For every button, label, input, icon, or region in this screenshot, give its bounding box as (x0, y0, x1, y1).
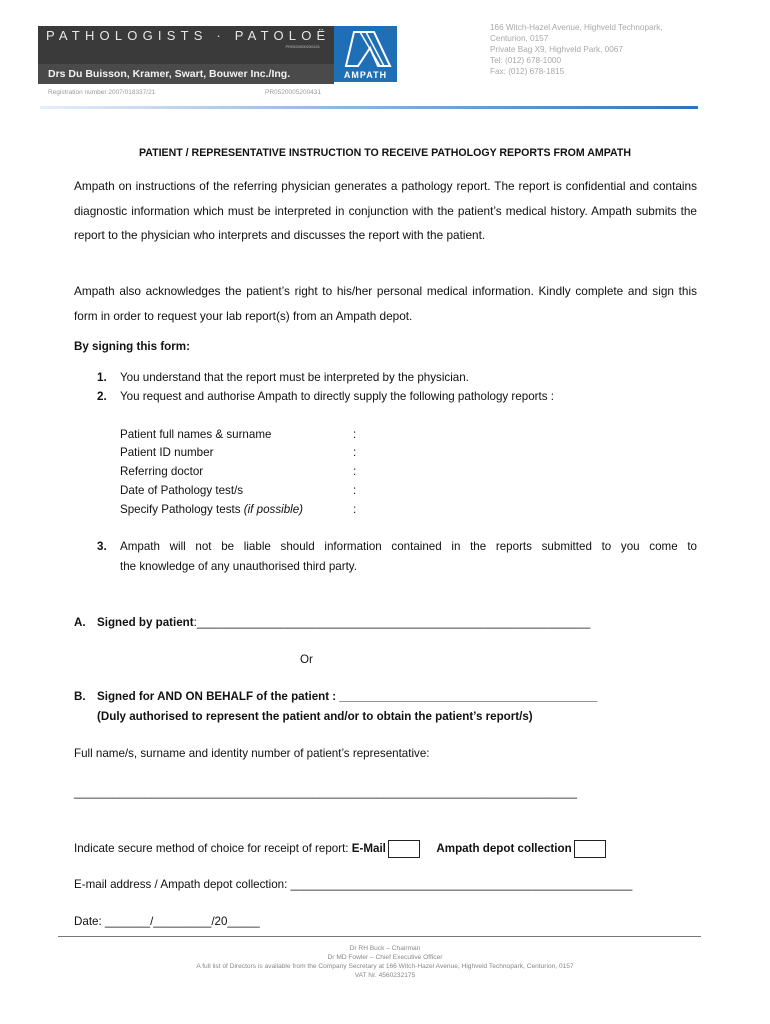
company-address: 166 Witch-Hazel Avenue, Highveld Technopark, Centurion, 0157 Private Bag X9, Highveld Park, 0067 Tel: (012) 678-1000 Fax: (012) 678-1815 (490, 23, 663, 76)
ampath-logo (334, 26, 397, 82)
footer-divider (58, 936, 701, 937)
item-text: You request and authorise Ampath to directly supply the following pathology reports : (120, 390, 554, 403)
header-divider (40, 106, 698, 109)
signed-by-patient[interactable]: Signed by patient:_____________________________________________________________ (97, 616, 591, 629)
logo-text: AMPATH (343, 70, 388, 80)
signed-on-behalf-note: (Duly authorised to represent the patient and/or to obtain the patient’s report/s) (97, 710, 533, 723)
depot-checkbox[interactable] (574, 840, 606, 858)
item-number: 1. (97, 371, 107, 384)
email-checkbox[interactable] (388, 840, 420, 858)
practice-code-small: PR0520000200431 (285, 44, 320, 49)
firm-name: Drs Du Buisson, Kramer, Swart, Bouwer Inc./Ing. (38, 64, 334, 84)
item-number: 2. (97, 390, 107, 403)
email-option-label: E-Mail (351, 842, 386, 856)
item-text: You understand that the report must be interpreted by the physician. (120, 371, 469, 384)
field-separator: : (353, 484, 357, 497)
footer-ceo: Dr MD Fowler – Chief Executive Officer (327, 954, 443, 961)
footer-directors: A full list of Directors is available from the Company Secretary at 166 Witch-Hazel Avenue, Highveld Technopark, Centurion, 0157 (196, 963, 574, 970)
rights-paragraph: Ampath also acknowledges the patient’s right to his/her personal medical information. Kindly complete and sign this form in order to request your lab report(s) from an Ampath depot. (74, 284, 697, 323)
ampath-logo-icon (334, 26, 397, 70)
document-title: PATIENT / REPRESENTATIVE INSTRUCTION TO RECEIVE PATHOLOGY REPORTS FROM AMPATH (138, 147, 632, 159)
sig-b-letter: B. (74, 690, 86, 703)
sig-a-letter: A. (74, 616, 86, 629)
practice-number: PR0520005200431 (265, 89, 322, 96)
email-address-field[interactable]: E-mail address / Ampath depot collection: _____________________________________________________ (74, 878, 633, 891)
brand-line: PATHOLOGISTS · PATOLOË (46, 28, 331, 43)
item-number: 3. (97, 540, 107, 553)
field-patient-id: Patient ID number (120, 446, 214, 459)
representative-line[interactable]: ______________________________________________________________________________ (74, 786, 577, 799)
letterhead-banner (38, 26, 334, 84)
footer-chairman: Dr RH Buck – Chairman (349, 945, 421, 952)
by-signing-heading: By signing this form: (74, 340, 190, 353)
field-separator: : (353, 446, 357, 459)
footer-vat: VAT Nr. 4560232175 (354, 972, 416, 979)
signed-on-behalf[interactable]: Signed for AND ON BEHALF of the patient : ________________________________________ (97, 690, 598, 703)
registration-number: Registration number 2007/018337/21 (48, 89, 156, 96)
or-separator: Or (300, 653, 313, 666)
field-referring-doctor: Referring doctor (120, 465, 204, 478)
field-separator: : (353, 503, 357, 516)
depot-option-label: Ampath depot collection (436, 842, 572, 856)
receipt-method-label: Indicate secure method of choice for receipt of report: (74, 842, 349, 856)
receipt-method-row (74, 840, 606, 858)
intro-paragraph: Ampath on instructions of the referring physician generates a pathology report. The report is confidential and contains diagnostic information which must be interpreted in conjunction with the patient’s medical history. Ampath submits the report to the physician who interprets and discusses the report with the patient. (74, 179, 697, 242)
field-separator: : (353, 428, 357, 441)
item-text: Ampath will not be liable should information contained in the reports submitted to you come to (120, 540, 697, 553)
field-patient-name: Patient full names & surname (120, 428, 272, 441)
date-field[interactable]: Date: _______/_________/20_____ (74, 915, 260, 928)
representative-label: Full name/s, surname and identity number of patient’s representative: (74, 747, 430, 760)
field-test-date: Date of Pathology test/s (120, 484, 244, 497)
item-text: the knowledge of any unauthorised third party. (120, 560, 357, 573)
field-specify-tests: Specify Pathology tests (if possible) (120, 503, 304, 516)
field-separator: : (353, 465, 357, 478)
